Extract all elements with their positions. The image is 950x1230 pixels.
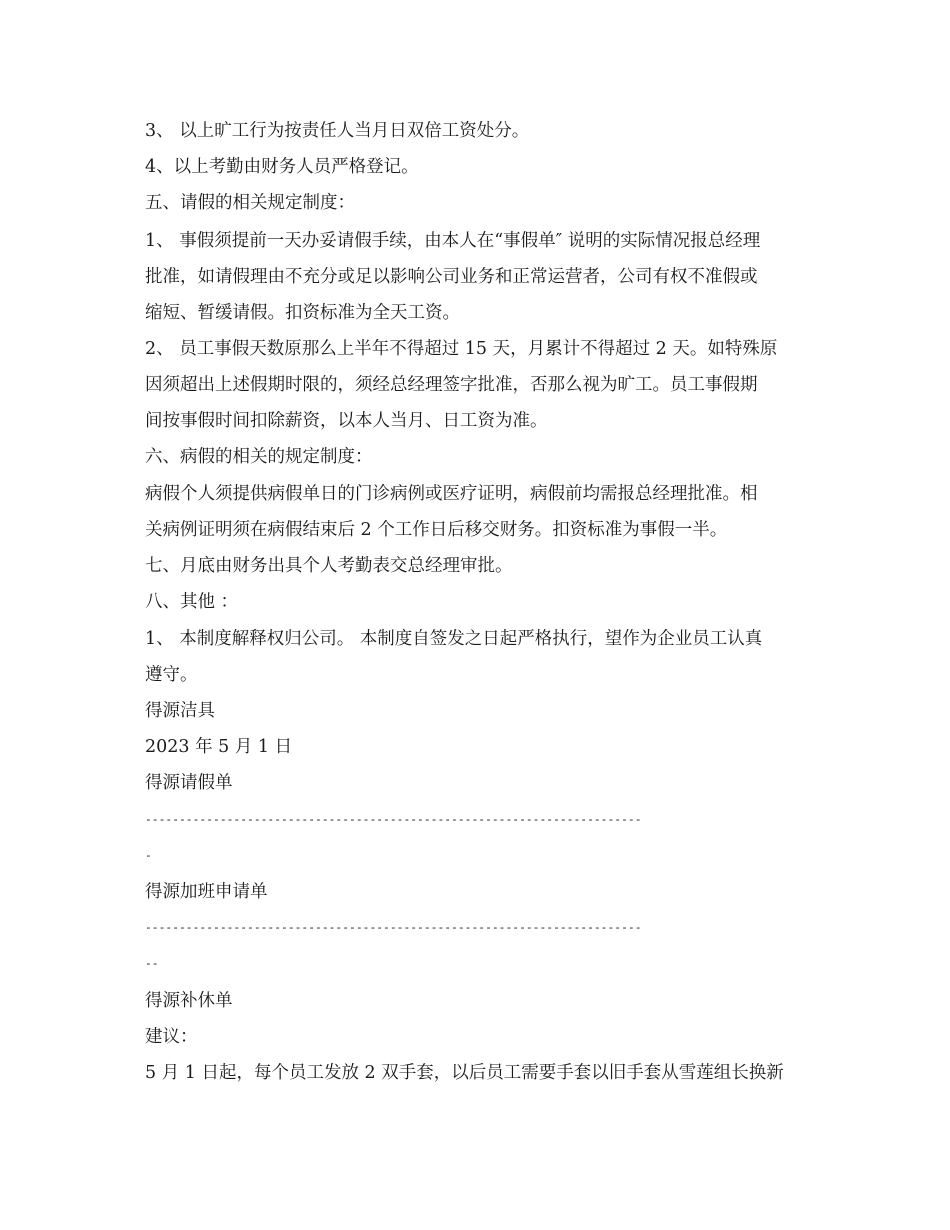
separator-line: -------------------------------------------------------------------------: [145, 921, 642, 934]
paragraph-line: 1、 事假须提前一天办妥请假手续，由本人在“事假单″ 说明的实际情况报总经理: [145, 231, 761, 251]
paragraph-line: 2、 员工事假天数原那么上半年不得超过 15 天，月累计不得超过 2 天。如特殊原: [145, 339, 778, 359]
separator-line-tail: -: [145, 849, 152, 862]
suggestion-heading: 建议：: [145, 1027, 198, 1047]
separator-line: -------------------------------------------------------------------------: [145, 813, 642, 826]
paragraph-line: 关病例证明须在病假结束后 2 个工作日后移交财务。扣资标准为事假一半。: [145, 520, 728, 540]
date-line: 2023 年 5 月 1 日: [145, 737, 293, 757]
section-heading: 七、月底由财务出具个人考勤表交总经理审批。: [145, 556, 513, 576]
paragraph-line: 遵守。: [145, 665, 198, 685]
company-name: 得源洁具: [145, 701, 215, 721]
paragraph-line: 1、 本制度解释权归公司。 本制度自签发之日起严格执行，望作为企业员工认真: [145, 629, 763, 649]
paragraph-line: 间按事假时间扣除薪资，以本人当月、日工资为准。: [145, 411, 548, 431]
paragraph-line: 批准，如请假理由不充分或足以影响公司业务和正常运营者，公司有权不准假或: [145, 267, 758, 287]
paragraph-line: 4、以上考勤由财务人员严格登记。: [145, 157, 419, 177]
paragraph-line: 缩短、暂缓请假。扣资标准为全天工资。: [145, 303, 460, 323]
separator-line-tail: --: [145, 957, 159, 970]
section-heading: 五、请假的相关规定制度：: [145, 193, 355, 213]
paragraph-line: 病假个人须提供病假单日的门诊病例或医疗证明，病假前均需报总经理批准。相: [145, 484, 758, 504]
paragraph-line: 因须超出上述假期时限的，须经总经理签字批准，否那么视为旷工。员工事假期: [145, 375, 758, 395]
section-heading: 八、其他 ：: [145, 592, 239, 612]
form-title-compensatory: 得源补休单: [145, 991, 233, 1011]
form-title-leave: 得源请假单: [145, 773, 233, 793]
form-title-overtime: 得源加班申请单: [145, 882, 268, 902]
paragraph-line: 5 月 1 日起，每个员工发放 2 双手套，以后员工需要手套以旧手套从雪莲组长换新: [145, 1063, 784, 1083]
section-heading: 六、病假的相关的规定制度：: [145, 447, 373, 467]
paragraph-line: 3、 以上旷工行为按责任人当月日双倍工资处分。: [145, 121, 530, 141]
